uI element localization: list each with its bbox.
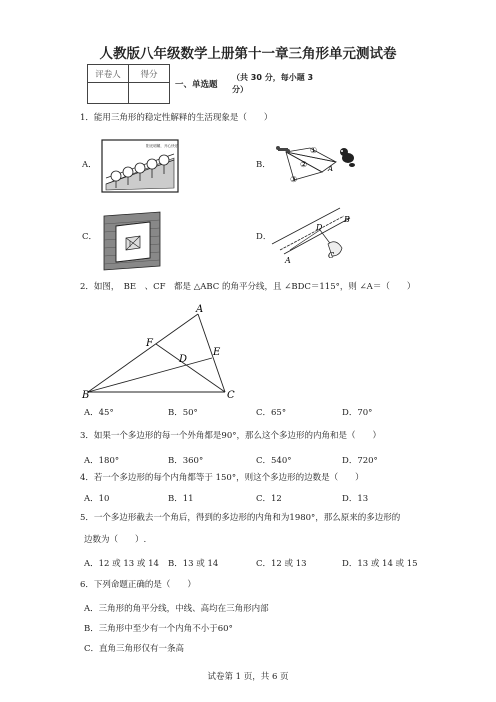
q2-triangle-diagram bbox=[80, 300, 240, 400]
q1-d-diagram bbox=[270, 206, 360, 264]
q5-option-d[interactable]: D．13 或 14 或 15 bbox=[342, 559, 418, 569]
q3-option-c[interactable]: C．540° bbox=[256, 456, 292, 466]
q3-option-d[interactable]: D．720° bbox=[342, 456, 378, 466]
q2-label-e: E bbox=[213, 347, 221, 358]
q1-option-b-label[interactable]: B． bbox=[256, 160, 271, 170]
section-note-line2: 分） bbox=[232, 85, 248, 94]
score-table-grader-cell[interactable] bbox=[88, 83, 129, 104]
q1-d-label-b: B bbox=[344, 215, 350, 224]
page-footer: 试卷第 1 页，共 6 页 bbox=[207, 672, 289, 682]
section-note bbox=[232, 72, 313, 96]
q6-option-a[interactable]: A．三角形的角平分线，中线、高均在三角形内部 bbox=[84, 604, 269, 614]
q6-option-c[interactable]: C．直角三角形仅有一条高 bbox=[84, 644, 185, 654]
q1-option-c-label[interactable]: C． bbox=[82, 232, 98, 242]
score-table-score-header: 得分 bbox=[129, 65, 170, 83]
score-table bbox=[87, 64, 170, 104]
q1-b-bone-icon bbox=[276, 146, 290, 153]
q4-option-c[interactable]: C．12 bbox=[256, 494, 282, 504]
q5-stem-line2: 边数为（ ）. bbox=[84, 535, 147, 545]
q4-option-d[interactable]: D．13 bbox=[342, 494, 369, 504]
page-title: 人教版八年级数学上册第十一章三角形单元测试卷 bbox=[99, 46, 397, 62]
q3-stem: 3．如果一个多边形的每一个外角都是90°，那么这个多边形的内角和是（ ） bbox=[80, 431, 381, 441]
section-note-line1: （共 30 分，每小题 3 bbox=[232, 73, 314, 82]
q1-option-d-label[interactable]: D． bbox=[256, 232, 272, 242]
q1-c-cabinet-picture bbox=[100, 208, 164, 274]
q1-option-a-label[interactable]: A． bbox=[82, 160, 97, 170]
q1-d-label-d: D bbox=[316, 223, 323, 232]
q2-stem: 2．如图， BE 、CF 都是 △ABC 的角平分线，且 ∠BDC＝115°，则 ∠A＝（ ） bbox=[80, 282, 416, 292]
q5-option-a[interactable]: A．12 或 13 或 14 bbox=[84, 559, 159, 569]
score-table-grader-header: 评卷人 bbox=[88, 65, 129, 83]
q2-option-c[interactable]: C．65° bbox=[256, 408, 287, 418]
q1-b-dog-icon bbox=[340, 148, 355, 167]
q2-option-a[interactable]: A．45° bbox=[84, 408, 114, 418]
q1-b-diagram bbox=[272, 138, 358, 190]
q1-stem: 1．能用三角形的稳定性解释的生活现象是（ ） bbox=[80, 113, 273, 123]
q2-option-b[interactable]: B．50° bbox=[168, 408, 198, 418]
q5-option-b[interactable]: B．13 或 14 bbox=[168, 559, 219, 569]
q2-label-a: A bbox=[196, 304, 204, 315]
q1-d-label-c: C bbox=[328, 251, 335, 260]
q4-option-b[interactable]: B．11 bbox=[168, 494, 194, 504]
q1-b-label-1: ① bbox=[310, 146, 318, 155]
q1-a-caption: 阳光明媚，开心快乐 bbox=[146, 144, 179, 148]
q6-stem: 6．下列命题正确的是（ ） bbox=[80, 580, 196, 590]
q4-option-a[interactable]: A．10 bbox=[84, 494, 110, 504]
q2-option-d[interactable]: D．70° bbox=[342, 408, 373, 418]
q2-label-c: C bbox=[227, 390, 235, 400]
q5-option-c[interactable]: C．12 或 13 bbox=[256, 559, 307, 569]
q2-label-f: F bbox=[146, 338, 153, 349]
q1-b-label-2: ② bbox=[300, 160, 308, 169]
q1-b-label-a: A bbox=[328, 165, 334, 173]
q2-label-d: D bbox=[179, 354, 188, 365]
q3-option-a[interactable]: A．180° bbox=[84, 456, 120, 466]
q2-label-b: B bbox=[82, 390, 90, 400]
section-title: 一、单选题 bbox=[175, 80, 218, 90]
q5-stem-line1: 5．一个多边形截去一个角后，得到的多边形的内角和为1980°，那么原来的多边形的 bbox=[80, 513, 401, 523]
q3-option-b[interactable]: B．360° bbox=[168, 456, 204, 466]
q4-stem: 4．若一个多边形的每个内角都等于 150°，则这个多边形的边数是（ ） bbox=[80, 473, 364, 483]
q1-d-label-a: A bbox=[285, 256, 291, 264]
score-table-score-cell[interactable] bbox=[129, 83, 170, 104]
q1-b-label-3: ③ bbox=[290, 175, 298, 184]
q1-a-fence-picture bbox=[100, 138, 180, 194]
q6-option-b[interactable]: B．三角形中至少有一个内角不小于60° bbox=[84, 624, 233, 634]
